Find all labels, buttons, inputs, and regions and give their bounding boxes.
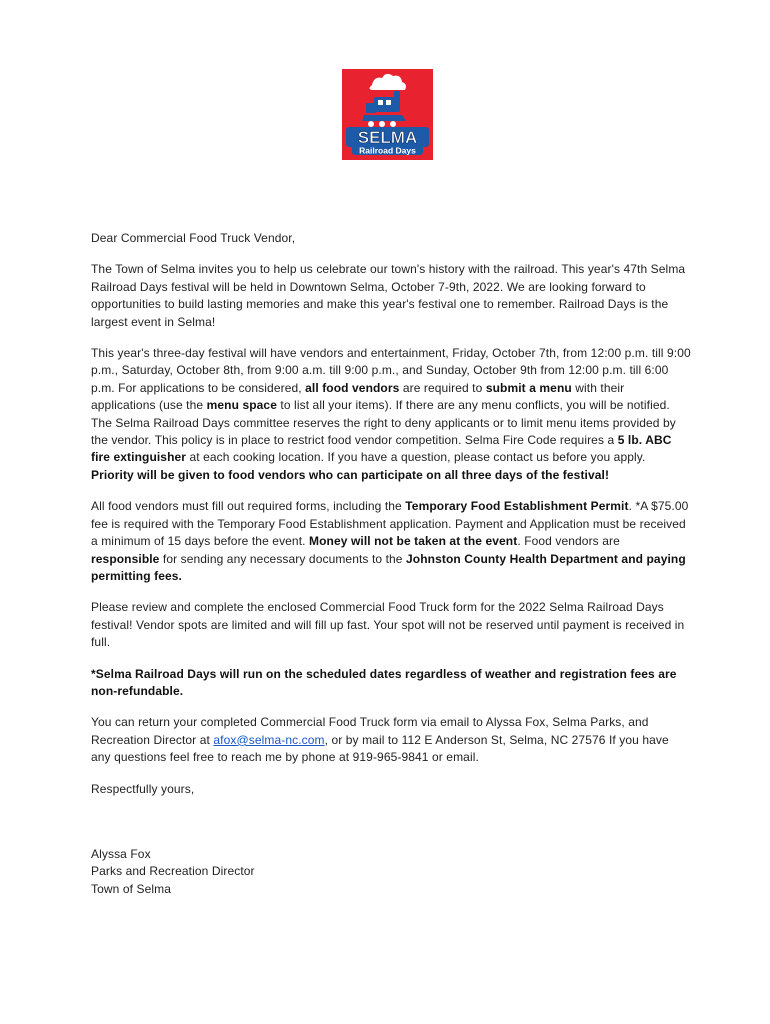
- paragraph-contact: [91, 714, 691, 766]
- bold-segment: 5 lb. ABC fire extinguisher: [91, 433, 672, 465]
- bold-segment: Johnston County Health Department and paying permitting fees.: [91, 551, 686, 583]
- text-segment: with their applications (use the: [91, 380, 625, 413]
- bold-segment: submit a menu: [485, 380, 572, 395]
- logo-title: SELMA: [357, 128, 418, 147]
- letter-body: [91, 230, 691, 898]
- text-segment: , or by mail to 112 E Anderson St, Selma, NC 27576 If you have any questions feel free to reach me by phone at 919-965-9841 or email.: [91, 732, 669, 765]
- signature-name: Alyssa Fox: [91, 846, 151, 861]
- logo-subtitle: Railroad Days: [359, 145, 416, 156]
- bold-segment: Temporary Food Establishment Permit: [405, 499, 629, 514]
- text-segment: are required to: [399, 380, 486, 395]
- bold-segment: all food vendors: [305, 380, 400, 395]
- paragraph-review: Please review and complete the enclosed Commercial Food Truck form for the 2022 Selma Railroad Days festival! Vendor spots are limited and will fill up fast. Your spot will not be reserved until payment is received in full.: [91, 600, 685, 650]
- text-segment: This year's three-day festival will have vendors and entertainment, Friday, October 7th, from 12:00 p.m. till 9:00 p.m., Saturday, October 8th, from 9:00 a.m. till 9:00 p.m., and Sunday, October 9th from 12:00 p.m. till 6:00 p.m. For applications to be considered,: [91, 346, 691, 395]
- paragraph-weather-notice: [91, 666, 691, 701]
- text-segment: for sending any necessary documents to the: [159, 551, 407, 566]
- text-segment: to list all your items). If there are any menu conflicts, you will be notified. The Selma Railroad Days committee reserves the right to deny applicants or to limit menu items provided by the vendor. This policy is in place to restrict food vendor competition. Selma Fire Code requires a: [91, 398, 676, 448]
- email-link[interactable]: afox@selma-nc.com: [213, 732, 325, 747]
- bold-segment: *Selma Railroad Days will run on the scheduled dates regardless of weather and registration fees are non-refundable.: [91, 666, 677, 698]
- salutation: Dear Commercial Food Truck Vendor,: [91, 231, 296, 245]
- signature-org: Town of Selma: [91, 881, 172, 896]
- paragraph-invitation: The Town of Selma invites you to help us celebrate our town's history with the railroad. This year's 47th Selma Railroad Days festival will be held in Downtown Selma, October 7-9th, 2022. We are looking forward to opportunities to build lasting memories and make this year's festival one to remember. Railroad Days is the largest event in Selma!: [91, 262, 686, 329]
- text-segment: You can return your completed Commercial Food Truck form via email to Alyssa Fox, Selma Parks, and Recreation Director at: [91, 715, 649, 747]
- text-segment: at each cooking location. If you have a question, please contact us before you apply.: [186, 450, 646, 465]
- text-segment: All food vendors must fill out required forms, including the: [91, 499, 406, 514]
- bold-segment: responsible: [91, 551, 160, 566]
- signature-title: Parks and Recreation Director: [91, 864, 255, 879]
- text-segment: . Food vendors are: [517, 534, 620, 549]
- closing: Respectfully yours,: [91, 781, 195, 796]
- logo-graphic: [342, 69, 433, 160]
- bold-segment: menu space: [206, 398, 277, 413]
- selma-railroad-days-logo: [342, 69, 433, 160]
- bold-segment: Money will not be taken at the event: [309, 534, 518, 549]
- bold-segment: Priority will be given to food vendors who can participate on all three days of the festival!: [91, 467, 610, 482]
- paragraph-schedule: [91, 345, 691, 484]
- text-segment: . *A $75.00 fee is required with the Temporary Food Establishment application. Payment and Application must be received a minimum of 15 days before the event.: [91, 499, 689, 549]
- paragraph-permits: [91, 498, 691, 585]
- signature-block: [91, 846, 691, 898]
